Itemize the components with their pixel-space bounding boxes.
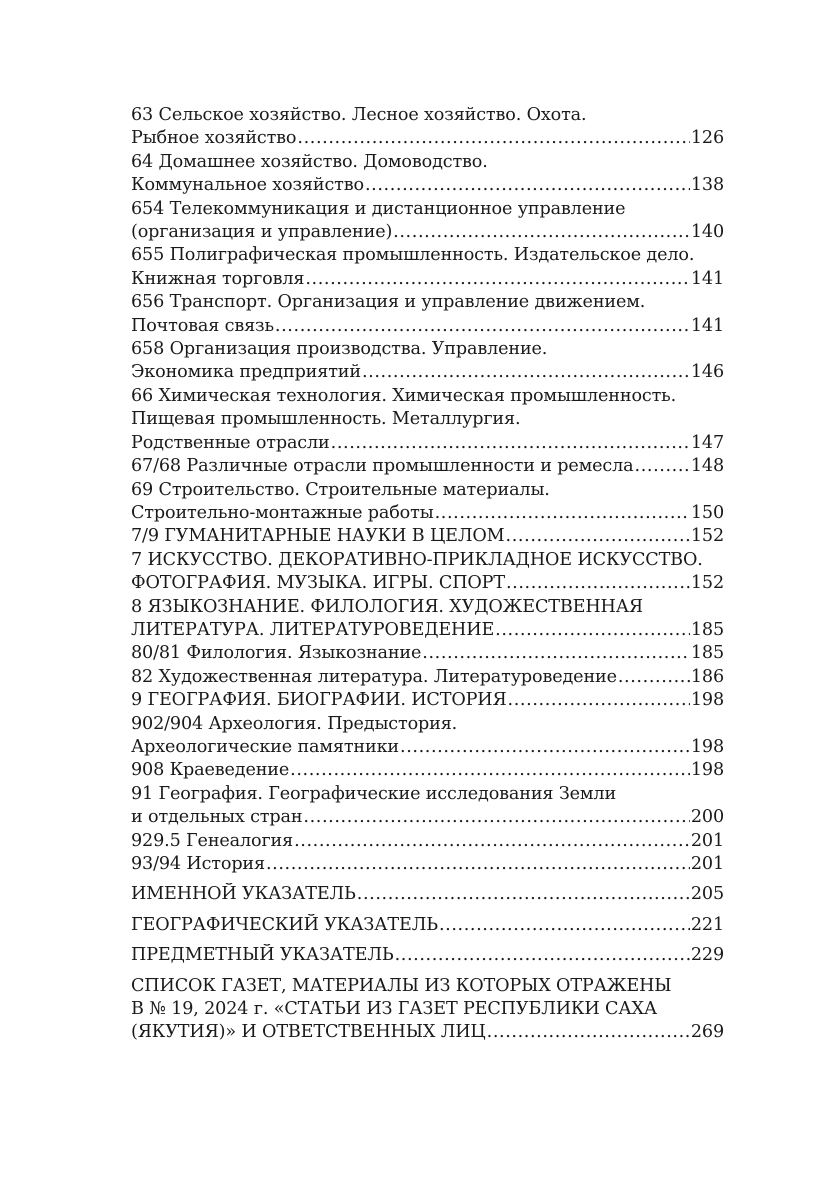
toc-entry-line: [131, 666, 724, 689]
toc-entry[interactable]: [131, 151, 724, 198]
toc-entry-line: [131, 806, 724, 829]
toc-entry[interactable]: [131, 830, 724, 853]
dot-leader: [439, 914, 690, 937]
dot-leader: [362, 361, 690, 384]
toc-entry-line: [131, 914, 724, 937]
toc-entry-line: [131, 151, 724, 174]
toc-entry-line: [131, 998, 724, 1021]
dot-leader: [294, 830, 690, 853]
toc-entry-line: [131, 104, 724, 127]
toc-page-number: 186: [690, 666, 724, 687]
toc-page-number: 146: [690, 362, 724, 383]
toc-page-number: 150: [690, 502, 724, 523]
toc-entry-line: [131, 596, 724, 619]
toc-entry-line: [131, 174, 724, 197]
toc-entry-title: (организация и управление): [131, 222, 393, 243]
toc-page-number: 185: [690, 643, 724, 664]
toc-entry-line: [131, 853, 724, 876]
toc-entry-line: [131, 315, 724, 338]
toc-entry-title: и отдельных стран: [131, 807, 303, 828]
dot-leader: [266, 853, 690, 876]
toc-entry-title: 64 Домашнее хозяйство. Домоводство.: [131, 151, 488, 172]
toc-entry[interactable]: [131, 104, 724, 151]
toc-entry-title: 929.5 Генеалогия: [131, 830, 294, 851]
toc-entry-line: [131, 525, 724, 548]
toc-entry-title: 656 Транспорт. Организация и управление движением.: [131, 292, 646, 313]
toc-entry[interactable]: [131, 385, 724, 455]
toc-entry[interactable]: [131, 759, 724, 782]
toc-entry[interactable]: [131, 338, 724, 385]
toc-entry-title: 66 Химическая технология. Химическая промышленность.: [131, 385, 677, 406]
toc-page-number: 147: [690, 432, 724, 453]
dot-leader: [487, 1021, 690, 1044]
toc-entry[interactable]: [131, 642, 724, 665]
toc-entry-line: [131, 975, 724, 998]
toc-entry[interactable]: [131, 244, 724, 291]
toc-entry-title: ИМЕННОЙ УКАЗАТЕЛЬ: [131, 884, 356, 905]
toc-entry[interactable]: [131, 479, 724, 526]
toc-entry-title: 902/904 Археология. Предыстория.: [131, 713, 458, 734]
dot-leader: [435, 502, 690, 525]
toc-entry-title: Рыбное хозяйство: [131, 128, 297, 149]
toc-entry-line: [131, 572, 724, 595]
toc-entry[interactable]: [131, 975, 724, 1045]
toc-entry[interactable]: [131, 198, 724, 245]
toc-entry-line: [131, 198, 724, 221]
toc-entry-line: [131, 502, 724, 525]
toc-entry-line: [131, 268, 724, 291]
toc-page-number: 148: [690, 456, 724, 477]
toc-entry-title: Экономика предприятий: [131, 362, 361, 383]
toc-page-number: 201: [690, 830, 724, 851]
toc-entry[interactable]: [131, 713, 724, 760]
toc-entry-line: [131, 549, 724, 572]
toc-entry-title: 655 Полиграфическая промышленность. Издательское дело.: [131, 245, 695, 266]
toc-entry-title: 69 Строительство. Строительные материалы.: [131, 479, 550, 500]
toc-entry-title: 7/9 ГУМАНИТАРНЫЕ НАУКИ В ЦЕЛОМ: [131, 526, 505, 547]
toc-entry-line: [131, 361, 724, 384]
toc-entry-title: 9 ГЕОГРАФИЯ. БИОГРАФИИ. ИСТОРИЯ: [131, 690, 507, 711]
toc-entry-title: 908 Краеведение: [131, 760, 290, 781]
toc-entry[interactable]: [131, 914, 724, 937]
toc-page-number: 141: [690, 315, 724, 336]
dot-leader: [400, 736, 690, 759]
toc-entry-title: (ЯКУТИЯ)» И ОТВЕТСТВЕННЫХ ЛИЦ: [131, 1022, 486, 1043]
toc-entry-line: [131, 689, 724, 712]
toc-entry-line: [131, 1021, 724, 1044]
dot-leader: [618, 666, 690, 689]
toc-entry[interactable]: [131, 455, 724, 478]
toc-page-number: 198: [690, 736, 724, 757]
toc-page-number: 138: [690, 175, 724, 196]
toc-entry-title: Родственные отрасли: [131, 432, 330, 453]
toc-entry-title: 91 География. Географические исследования Земли: [131, 783, 617, 804]
dot-leader: [297, 127, 689, 150]
toc-entry-title: ФОТОГРАФИЯ. МУЗЫКА. ИГРЫ. СПОРТ: [131, 573, 505, 594]
toc-entry-line: [131, 244, 724, 267]
toc-entry-line: [131, 455, 724, 478]
dot-leader: [422, 642, 690, 665]
toc-entry[interactable]: [131, 853, 724, 876]
dot-leader: [635, 455, 690, 478]
toc-entry-title: ГЕОГРАФИЧЕСКИЙ УКАЗАТЕЛЬ: [131, 914, 438, 935]
toc-entry[interactable]: [131, 525, 724, 548]
toc-page-number: 185: [690, 619, 724, 640]
dot-leader: [495, 619, 690, 642]
toc-entry-title: 7 ИСКУССТВО. ДЕКОРАТИВНО-ПРИКЛАДНОЕ ИСКУССТВО.: [131, 549, 703, 570]
toc-entry-title: Пищевая промышленность. Металлургия.: [131, 409, 521, 430]
toc-page-number: 198: [690, 760, 724, 781]
dot-leader: [506, 525, 690, 548]
toc-page-number: 152: [690, 526, 724, 547]
dot-leader: [357, 883, 690, 906]
dot-leader: [275, 315, 690, 338]
toc-entry-line: [131, 479, 724, 502]
toc-page-number: 221: [690, 914, 724, 935]
toc-entry-title: 658 Организация производства. Управление.: [131, 339, 548, 360]
toc-page-number: 269: [690, 1022, 724, 1043]
toc-entry[interactable]: [131, 783, 724, 830]
toc-entry-line: [131, 944, 724, 967]
toc-entry-line: [131, 432, 724, 455]
toc-page-number: 126: [690, 128, 724, 149]
dot-leader: [365, 174, 690, 197]
toc-entry-title: 654 Телекоммуникация и дистанционное управление: [131, 198, 626, 219]
toc-entry-title: 8 ЯЗЫКОЗНАНИЕ. ФИЛОЛОГИЯ. ХУДОЖЕСТВЕННАЯ: [131, 596, 643, 617]
toc-entry-line: [131, 736, 724, 759]
toc-entry-line: [131, 830, 724, 853]
toc-page-number: 141: [690, 268, 724, 289]
toc-entry[interactable]: [131, 689, 724, 712]
toc-entry-line: [131, 338, 724, 361]
toc-entry-title: 82 Художественная литература. Литературоведение: [131, 666, 617, 687]
toc-entry-line: [131, 221, 724, 244]
toc-page-number: 140: [690, 222, 724, 243]
toc-entry-line: [131, 883, 724, 906]
toc-entry[interactable]: [131, 291, 724, 338]
toc-entry-title: В № 19, 2024 г. «СТАТЬИ ИЗ ГАЗЕТ РЕСПУБЛИКИ САХА: [131, 999, 658, 1020]
toc-entry-line: [131, 642, 724, 665]
toc-page-number: 152: [690, 573, 724, 594]
toc-page-number: 200: [690, 807, 724, 828]
toc-entry-title: ЛИТЕРАТУРА. ЛИТЕРАТУРОВЕДЕНИЕ: [131, 619, 495, 640]
toc-entry-line: [131, 713, 724, 736]
toc-entry[interactable]: [131, 883, 724, 906]
toc-entry-title: Археологические памятники: [131, 736, 400, 757]
toc-entry-title: 80/81 Филология. Языкознание: [131, 643, 422, 664]
toc-entry-title: 93/94 История: [131, 854, 265, 874]
toc-entry-title: Коммунальное хозяйство: [131, 175, 364, 196]
toc-entry-line: [131, 385, 724, 408]
toc-entry-title: СПИСОК ГАЗЕТ, МАТЕРИАЛЫ ИЗ КОТОРЫХ ОТРАЖЕНЫ: [131, 975, 672, 996]
toc-page-number: 229: [690, 945, 724, 966]
toc-entry-line: [131, 619, 724, 642]
dot-leader: [508, 689, 690, 712]
dot-leader: [305, 268, 690, 291]
toc-entry[interactable]: [131, 944, 724, 967]
toc-entry-title: Почтовая связь: [131, 315, 274, 336]
toc-entry[interactable]: [131, 549, 724, 596]
toc-entry-title: Книжная торговля: [131, 268, 305, 289]
dot-leader: [331, 432, 690, 455]
toc-entry[interactable]: [131, 666, 724, 689]
toc-entry-title: ПРЕДМЕТНЫЙ УКАЗАТЕЛЬ: [131, 945, 394, 966]
table-of-contents: [131, 104, 724, 1045]
dot-leader: [393, 221, 690, 244]
toc-entry-line: [131, 759, 724, 782]
dot-leader: [395, 944, 690, 967]
toc-entry-line: [131, 408, 724, 431]
toc-entry-title: 67/68 Различные отрасли промышленности и ремесла: [131, 456, 634, 477]
toc-page-number: 205: [690, 884, 724, 905]
dot-leader: [506, 572, 690, 595]
toc-entry-line: [131, 127, 724, 150]
toc-entry-title: Строительно-монтажные работы: [131, 502, 434, 523]
toc-entry[interactable]: [131, 596, 724, 643]
toc-entry-title: 63 Сельское хозяйство. Лесное хозяйство. Охота.: [131, 105, 587, 125]
toc-entry-line: [131, 291, 724, 314]
dot-leader: [290, 759, 690, 782]
toc-page-number: 198: [690, 690, 724, 711]
toc-page-number: 201: [690, 854, 724, 874]
toc-entry-line: [131, 783, 724, 806]
dot-leader: [303, 806, 689, 829]
